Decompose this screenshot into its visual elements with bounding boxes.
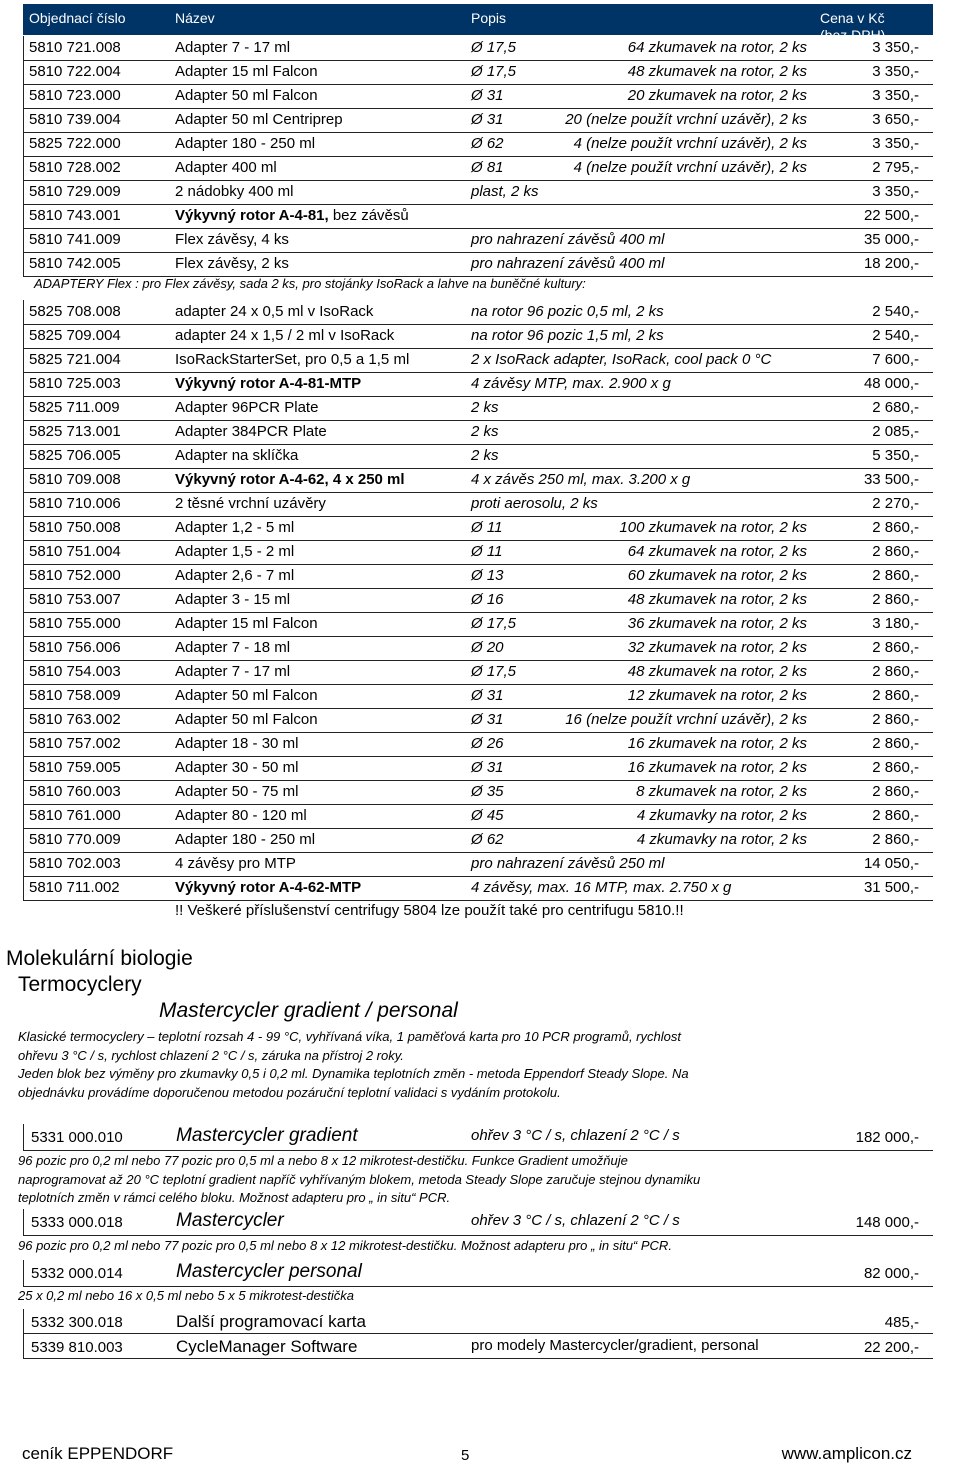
price: 14 050,- — [863, 855, 919, 872]
table-row — [23, 60, 933, 85]
description-detail: 8 zkumavek na rotor, 2 ks — [636, 783, 807, 800]
order-code: 5810 763.002 — [29, 711, 121, 728]
description: Ø 31 — [471, 111, 504, 128]
description: Ø 17,5 — [471, 63, 517, 80]
product-name-bold: Výkyvný rotor A-4-81, — [175, 207, 329, 224]
description-detail: 20 (nelze použít vrchní uzávěr), 2 ks — [565, 111, 807, 128]
table-row — [23, 228, 933, 253]
table-row — [23, 780, 933, 805]
product-name: Adapter 180 - 250 ml — [175, 831, 316, 848]
header-desc: Popis — [471, 10, 507, 26]
table-row — [23, 156, 933, 181]
order-code: 5810 757.002 — [29, 735, 121, 752]
table-row — [23, 852, 933, 877]
row-left-border — [23, 1209, 24, 1235]
table-row — [23, 588, 933, 613]
order-code: 5810 723.000 — [29, 87, 121, 104]
product-details — [18, 1152, 700, 1208]
footer-catalog: ceník EPPENDORF — [22, 1444, 174, 1463]
price: 3 350,- — [872, 135, 919, 152]
product-name: Flex závěsy, 4 ks — [175, 231, 289, 248]
order-code: 5810 728.002 — [29, 159, 121, 176]
row-left-border — [23, 1124, 24, 1150]
product-name: Další programovací karta — [176, 1312, 366, 1331]
product-name: Adapter 50 ml Centriprep — [175, 111, 343, 128]
price: 2 860,- — [872, 663, 919, 680]
price: 31 500,- — [863, 879, 919, 896]
table-row — [23, 36, 933, 61]
price: 5 350,- — [872, 447, 919, 464]
footer-page-number: 5 — [461, 1447, 470, 1464]
description: Ø 62 — [471, 831, 504, 848]
product-name: 2 těsné vrchní uzávěry — [175, 495, 326, 512]
product-name: Flex závěsy, 2 ks — [175, 255, 289, 272]
description: pro nahrazení závěsů 400 ml — [471, 255, 665, 272]
description: plast, 2 ks — [471, 183, 539, 200]
description-detail: 12 zkumavek na rotor, 2 ks — [627, 687, 807, 704]
detail-line: naprogramovat až 20 °C teplotní gradient napříč vyhřívaným blokem, metoda Steady Slope zaručuje stejnou dynamiku — [18, 1171, 701, 1187]
table-row — [23, 828, 933, 853]
product-row — [23, 1124, 933, 1151]
price: 22 500,- — [863, 207, 919, 224]
price: 2 860,- — [872, 711, 919, 728]
description-detail: 60 zkumavek na rotor, 2 ks — [627, 567, 807, 584]
product-name: Adapter 2,6 - 7 ml — [175, 567, 295, 584]
description: proti aerosolu, 2 ks — [471, 495, 598, 512]
price: 2 540,- — [872, 327, 919, 344]
product-name: 2 nádobky 400 ml — [175, 183, 294, 200]
product-name: Mastercycler personal — [176, 1261, 362, 1282]
description: ohřev 3 °C / s, chlazení 2 °C / s — [471, 1212, 680, 1229]
product-name: Adapter 15 ml Falcon — [175, 615, 318, 632]
order-code: 5339 810.003 — [31, 1339, 123, 1356]
price: 2 860,- — [872, 831, 919, 848]
description: na rotor 96 pozic 0,5 ml, 2 ks — [471, 303, 664, 320]
table-row — [23, 252, 933, 277]
price: 33 500,- — [863, 471, 919, 488]
price: 22 200,- — [863, 1339, 919, 1356]
product-name: Adapter 96PCR Plate — [175, 399, 319, 416]
description-detail: 20 zkumavek na rotor, 2 ks — [627, 87, 807, 104]
intro-paragraph: Klasické termocyclery – teplotní rozsah 4 - 99 °C, vyhřívaná víka, 1 paměťová karta pro 10 PCR programů, rychlost ohřevu 3 °C / s, rychlost chlazení 2 °C / s, záruka na přístroj 2 roky. Jeden blok bez výměny pro zkumavky 0,5 i 0,2 ml. Dynamika teplotních změn - metoda Eppendorf Steady Slope. Na objednávku provádíme doporučenou metodou pozáruční teplotní validaci s vydáním protokolu. — [18, 1029, 689, 1100]
description: Ø 17,5 — [471, 39, 517, 56]
table-row — [23, 300, 933, 325]
table-row — [23, 204, 933, 229]
order-code: 5810 702.003 — [29, 855, 121, 872]
detail-line: 96 pozic pro 0,2 ml nebo 77 pozic pro 0,5 ml nebo 8 x 12 mikrotest-destičku. Možnost adapteru pro „ in situ“ PCR. — [18, 1238, 672, 1253]
price: 48 000,- — [863, 375, 919, 392]
table-header — [23, 4, 933, 43]
product-name: Adapter 30 - 50 ml — [175, 759, 299, 776]
order-code: 5810 761.000 — [29, 807, 121, 824]
order-code: 5810 721.008 — [29, 39, 121, 56]
order-code: 5810 741.009 — [29, 231, 121, 248]
price: 3 350,- — [872, 183, 919, 200]
compatibility-warning: !! Veškeré příslušenství centrifugy 5804 lze použít také pro centrifugu 5810.!! — [175, 902, 684, 919]
product-details — [18, 1237, 672, 1256]
table-row — [23, 396, 933, 421]
order-code: 5810 722.004 — [29, 63, 121, 80]
product-name: Adapter 50 ml Falcon — [175, 687, 318, 704]
order-code: 5825 711.009 — [29, 399, 120, 416]
description: pro nahrazení závěsů 250 ml — [471, 855, 665, 872]
description-detail: 16 (nelze použít vrchní uzávěr), 2 ks — [565, 711, 807, 728]
price: 485,- — [884, 1314, 919, 1331]
order-code: 5810 759.005 — [29, 759, 121, 776]
table-row — [23, 84, 933, 109]
description: Ø 17,5 — [471, 615, 517, 632]
price: 2 795,- — [872, 159, 919, 176]
order-code: 5825 706.005 — [29, 447, 121, 464]
order-code: 5810 770.009 — [29, 831, 121, 848]
product-name: adapter 24 x 1,5 / 2 ml v IsoRack — [175, 327, 395, 344]
price: 2 540,- — [872, 303, 919, 320]
description: Ø 16 — [471, 591, 504, 608]
price: 2 860,- — [872, 567, 919, 584]
table-row — [23, 612, 933, 637]
order-code: 5810 755.000 — [29, 615, 121, 632]
product-row — [23, 1309, 933, 1334]
product-name: Adapter 7 - 17 ml — [175, 663, 291, 680]
product-name: Adapter 80 - 120 ml — [175, 807, 307, 824]
product-name: IsoRackStarterSet, pro 0,5 a 1,5 ml — [175, 351, 410, 368]
header-code: Objednací číslo — [29, 10, 126, 26]
description-detail: 4 zkumavky na rotor, 2 ks — [636, 807, 807, 824]
product-row — [23, 1334, 933, 1359]
product-name: Adapter 180 - 250 ml — [175, 135, 316, 152]
price: 2 270,- — [872, 495, 919, 512]
description-detail: 64 zkumavek na rotor, 2 ks — [627, 39, 807, 56]
description: pro modely Mastercycler/gradient, personal — [471, 1337, 759, 1354]
product-name-rest: bez závěsů — [328, 207, 409, 224]
price: 3 650,- — [872, 111, 919, 128]
table-row — [23, 660, 933, 685]
description-detail: 100 zkumavek na rotor, 2 ks — [619, 519, 807, 536]
product-name: Adapter 18 - 30 ml — [175, 735, 299, 752]
order-code: 5810 750.008 — [29, 519, 121, 536]
order-code: 5825 713.001 — [29, 423, 121, 440]
order-code: 5810 754.003 — [29, 663, 121, 680]
price: 18 200,- — [863, 255, 919, 272]
table-row — [23, 756, 933, 781]
table-row — [23, 564, 933, 589]
price: 2 860,- — [872, 687, 919, 704]
table-left-border — [23, 300, 24, 900]
order-code: 5825 709.004 — [29, 327, 121, 344]
description: Ø 35 — [471, 783, 504, 800]
product-name: Adapter 7 - 17 ml — [175, 39, 291, 56]
product-name: Mastercycler — [176, 1210, 284, 1231]
price: 2 860,- — [872, 783, 919, 800]
description: Ø 31 — [471, 87, 504, 104]
order-code: 5810 760.003 — [29, 783, 121, 800]
table-row — [23, 420, 933, 445]
description-detail: 36 zkumavek na rotor, 2 ks — [627, 615, 807, 632]
order-code: 5333 000.018 — [31, 1214, 123, 1231]
product-family-title: Mastercycler gradient / personal — [159, 999, 458, 1022]
order-code: 5810 729.009 — [29, 183, 121, 200]
product-name: Adapter 7 - 18 ml — [175, 639, 291, 656]
product-row — [23, 1260, 933, 1287]
order-code: 5810 758.009 — [29, 687, 121, 704]
description: Ø 13 — [471, 567, 504, 584]
product-name: adapter 24 x 0,5 ml v IsoRack — [175, 303, 374, 320]
product-name: Adapter na sklíčka — [175, 447, 299, 464]
order-code: 5332 300.018 — [31, 1314, 123, 1331]
price: 2 860,- — [872, 591, 919, 608]
order-code: 5331 000.010 — [31, 1129, 123, 1146]
product-name: Adapter 1,5 - 2 ml — [175, 543, 295, 560]
row-left-border — [23, 1260, 24, 1286]
price: 2 085,- — [872, 423, 919, 440]
product-name: Adapter 15 ml Falcon — [175, 63, 318, 80]
product-name: Výkyvný rotor A-4-62, 4 x 250 ml — [175, 471, 405, 488]
description: Ø 31 — [471, 687, 504, 704]
order-code: 5825 708.008 — [29, 303, 121, 320]
order-code: 5810 743.001 — [29, 207, 121, 224]
product-name: Výkyvný rotor A-4-62-MTP — [175, 879, 362, 896]
description: Ø 20 — [471, 639, 504, 656]
order-code: 5825 721.004 — [29, 351, 121, 368]
table-row — [23, 732, 933, 757]
description: Ø 17,5 — [471, 663, 517, 680]
row-left-border — [23, 1309, 24, 1333]
order-code: 5810 742.005 — [29, 255, 121, 272]
description-detail: 4 zkumavky na rotor, 2 ks — [636, 831, 807, 848]
description: 4 x závěs 250 ml, max. 3.200 x g — [471, 471, 691, 488]
product-name: Adapter 50 ml Falcon — [175, 711, 318, 728]
header-name: Název — [175, 10, 215, 26]
row-left-border — [23, 1334, 24, 1358]
description-detail: 48 zkumavek na rotor, 2 ks — [627, 63, 807, 80]
table-row — [23, 108, 933, 133]
header-price: Cena v Kč (bez DPH) — [820, 10, 886, 43]
detail-line: 96 pozic pro 0,2 ml nebo 77 pozic pro 0,5 ml a nebo 8 x 12 mikrotest-destičku. Funkce Gradient umožňuje — [18, 1153, 628, 1168]
table-row — [23, 492, 933, 517]
description-detail: 48 zkumavek na rotor, 2 ks — [627, 663, 807, 680]
table-row — [23, 444, 933, 469]
description: na rotor 96 pozic 1,5 ml, 2 ks — [471, 327, 664, 344]
product-name: Adapter 400 ml — [175, 159, 277, 176]
order-code: 5810 725.003 — [29, 375, 121, 392]
table-left-border — [23, 36, 24, 276]
product-name: CycleManager Software — [176, 1337, 358, 1356]
price: 2 680,- — [872, 399, 919, 416]
order-code: 5810 751.004 — [29, 543, 121, 560]
description: 2 ks — [471, 447, 499, 464]
description: 2 ks — [471, 423, 499, 440]
price: 2 860,- — [872, 639, 919, 656]
table-row — [23, 636, 933, 661]
description-detail: 32 zkumavek na rotor, 2 ks — [627, 639, 807, 656]
table-row — [23, 132, 933, 157]
detail-line: teplotních změn v rámci celého bloku. Možnost adapteru pro „ in situ“ PCR. — [18, 1190, 451, 1205]
price: 2 860,- — [872, 807, 919, 824]
product-name: Adapter 3 - 15 ml — [175, 591, 291, 608]
footer-website[interactable]: www.amplicon.cz — [781, 1444, 912, 1463]
description: Ø 11 — [471, 519, 503, 536]
description-detail: 48 zkumavek na rotor, 2 ks — [627, 591, 807, 608]
product-details — [18, 1287, 354, 1306]
table-row — [23, 324, 933, 349]
description: pro nahrazení závěsů 400 ml — [471, 231, 665, 248]
order-code: 5810 711.002 — [29, 879, 120, 896]
description: Ø 62 — [471, 135, 504, 152]
description: Ø 11 — [471, 543, 503, 560]
description: ohřev 3 °C / s, chlazení 2 °C / s — [471, 1127, 680, 1144]
order-code: 5810 739.004 — [29, 111, 121, 128]
price: 3 350,- — [872, 87, 919, 104]
table-row — [23, 516, 933, 541]
description-detail: 64 zkumavek na rotor, 2 ks — [627, 543, 807, 560]
product-name — [175, 207, 409, 224]
price: 35 000,- — [863, 231, 919, 248]
description: 4 závěsy, max. 16 MTP, max. 2.750 x g — [471, 879, 732, 896]
table-row — [23, 180, 933, 205]
product-row — [23, 1209, 933, 1236]
table-row — [23, 348, 933, 373]
product-name: Výkyvný rotor A-4-81-MTP — [175, 375, 362, 392]
product-name: Adapter 50 ml Falcon — [175, 87, 318, 104]
order-code: 5810 756.006 — [29, 639, 121, 656]
price: 3 350,- — [872, 39, 919, 56]
order-code: 5810 753.007 — [29, 591, 121, 608]
price: 82 000,- — [863, 1265, 919, 1282]
product-name: Adapter 50 - 75 ml — [175, 783, 299, 800]
description: Ø 45 — [471, 807, 504, 824]
subsection-title: Termocyclery — [18, 973, 142, 996]
description-detail: 4 (nelze použít vrchní uzávěr), 2 ks — [573, 159, 807, 176]
table-row — [23, 804, 933, 829]
product-name: Adapter 1,2 - 5 ml — [175, 519, 295, 536]
description-detail: 16 zkumavek na rotor, 2 ks — [627, 759, 807, 776]
description: Ø 81 — [471, 159, 504, 176]
order-code: 5810 709.008 — [29, 471, 121, 488]
detail-line: 25 x 0,2 ml nebo 16 x 0,5 ml nebo 5 x 5 mikrotest-destička — [18, 1288, 355, 1303]
price: 2 860,- — [872, 759, 919, 776]
description: Ø 26 — [471, 735, 504, 752]
description: Ø 31 — [471, 711, 504, 728]
price: 3 180,- — [872, 615, 919, 632]
table-row — [23, 708, 933, 733]
order-code: 5810 710.006 — [29, 495, 121, 512]
flex-adapters-note: ADAPTERY Flex : pro Flex závěsy, sada 2 ks, pro stojánky IsoRack a lahve na buněčné kultury: — [34, 276, 586, 291]
table-row — [23, 468, 933, 493]
order-code: 5810 752.000 — [29, 567, 121, 584]
price: 2 860,- — [872, 735, 919, 752]
description: 2 x IsoRack adapter, IsoRack, cool pack 0 °C — [471, 351, 772, 368]
description-detail: 4 (nelze použít vrchní uzávěr), 2 ks — [573, 135, 807, 152]
price: 148 000,- — [855, 1214, 919, 1231]
order-code: 5332 000.014 — [31, 1265, 123, 1282]
price: 2 860,- — [872, 543, 919, 560]
price: 182 000,- — [855, 1129, 919, 1146]
section-title: Molekulární biologie — [6, 947, 193, 970]
description: 4 závěsy MTP, max. 2.900 x g — [471, 375, 671, 392]
product-name: Adapter 384PCR Plate — [175, 423, 327, 440]
price: 2 860,- — [872, 519, 919, 536]
description: 2 ks — [471, 399, 499, 416]
table-row — [23, 540, 933, 565]
table-row — [23, 876, 933, 901]
description-detail: 16 zkumavek na rotor, 2 ks — [627, 735, 807, 752]
order-code: 5825 722.000 — [29, 135, 121, 152]
price: 7 600,- — [872, 351, 919, 368]
table-row — [23, 372, 933, 397]
price: 3 350,- — [872, 63, 919, 80]
table-row — [23, 684, 933, 709]
description: Ø 31 — [471, 759, 504, 776]
product-name: Mastercycler gradient — [176, 1125, 358, 1146]
product-name: 4 závěsy pro MTP — [175, 855, 296, 872]
